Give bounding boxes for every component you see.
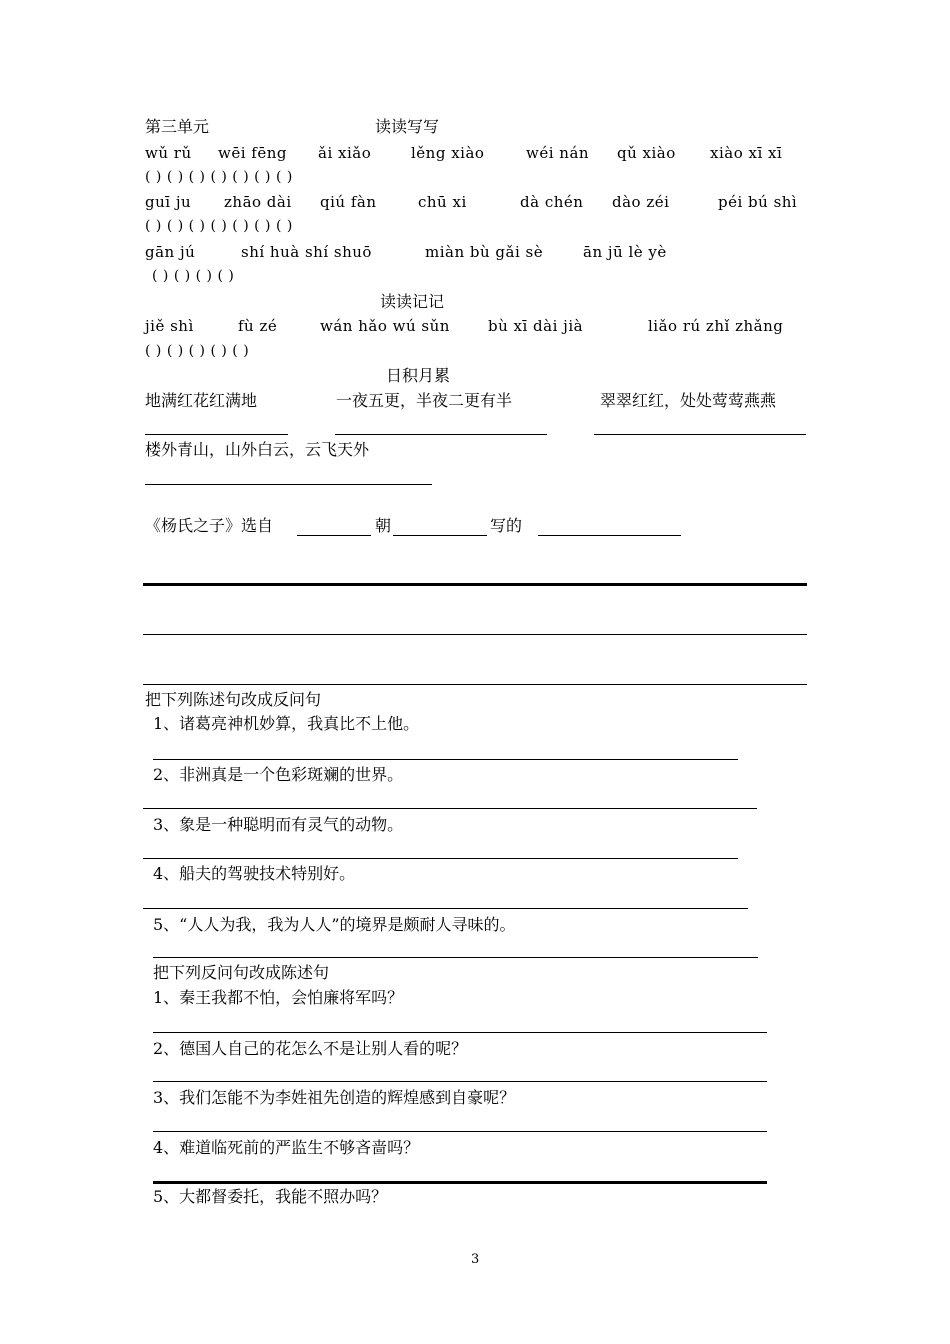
exercise-item: 5、大都督委托，我能不照办吗？ <box>153 1187 388 1206</box>
poem-line: 一夜五更，半夜二更有半 <box>336 391 513 410</box>
pinyin-word: liǎo rú zhǐ zhǎng <box>648 317 784 335</box>
pinyin-word: wán hǎo wú sǔn <box>320 317 450 335</box>
answer-line[interactable] <box>594 434 806 435</box>
exercise-item: 4、船夫的驾驶技术特别好。 <box>153 864 356 883</box>
answer-line[interactable] <box>153 957 758 958</box>
exercise-item: 2、非洲真是一个色彩斑斓的世界。 <box>153 765 404 784</box>
pinyin-word: qǔ xiào <box>617 144 676 162</box>
answer-line[interactable] <box>143 634 807 635</box>
answer-line[interactable] <box>145 434 288 435</box>
section-read-remember: 读读记记 <box>380 292 445 311</box>
yangshi-xiede: 写的 <box>490 516 523 535</box>
pinyin-word: shí huà shí shuō <box>241 243 372 261</box>
answer-line[interactable] <box>153 1032 767 1033</box>
pinyin-word: ān jū lè yè <box>583 243 667 261</box>
pinyin-word: dà chén <box>520 193 584 211</box>
pinyin-word: gān jú <box>145 243 196 261</box>
exercise-item: 3、象是一种聪明而有灵气的动物。 <box>153 815 404 834</box>
pinyin-word: fù zé <box>238 317 278 335</box>
answer-line[interactable] <box>153 1181 767 1184</box>
answer-blanks: ( ) ( ) ( ) ( ) ( ) ( ) ( ) <box>145 169 293 185</box>
pinyin-word: wéi nán <box>526 144 590 162</box>
pinyin-word: lěng xiào <box>411 144 485 162</box>
pinyin-word: dào zéi <box>612 193 670 211</box>
section-daily: 日积月累 <box>386 366 451 385</box>
pinyin-word: chū xi <box>418 193 467 211</box>
answer-blanks: ( ) ( ) ( ) ( ) ( ) <box>145 343 250 359</box>
pinyin-word: péi bú shì <box>718 193 798 211</box>
section-to-rhetorical: 把下列陈述句改成反问句 <box>145 690 322 709</box>
answer-line[interactable] <box>143 808 757 809</box>
pinyin-word: jiě shì <box>145 317 194 335</box>
pinyin-word: bù xī dài jià <box>488 317 584 335</box>
exercise-item: 1、诸葛亮神机妙算，我真比不上他。 <box>153 714 420 733</box>
poem-line: 翠翠红红，处处莺莺燕燕 <box>600 391 777 410</box>
poem-line: 地满红花红满地 <box>145 391 258 410</box>
exercise-item: 1、秦王我都不怕，会怕廉将军吗？ <box>153 988 404 1007</box>
exercise-item: 5、“人人为我，我为人人”的境界是颇耐人寻味的。 <box>153 915 516 934</box>
answer-line[interactable] <box>538 535 681 536</box>
yangshi-chao: 朝 <box>375 516 392 535</box>
answer-line[interactable] <box>145 484 432 485</box>
answer-blanks: ( ) ( ) ( ) ( ) <box>152 268 235 284</box>
answer-line[interactable] <box>143 684 807 685</box>
unit-title: 第三单元 <box>145 117 210 136</box>
pinyin-word: miàn bù gǎi sè <box>425 243 544 261</box>
answer-line[interactable] <box>297 535 371 536</box>
pinyin-word: guī ju <box>145 193 192 211</box>
pinyin-word: wēi fēng <box>218 144 287 162</box>
answer-line[interactable] <box>153 1081 767 1082</box>
answer-line[interactable] <box>335 434 547 435</box>
section-read-write: 读读写写 <box>375 117 440 136</box>
pinyin-word: zhāo dài <box>224 193 292 211</box>
page-number: 3 <box>471 1252 480 1267</box>
pinyin-word: qiú fàn <box>320 193 377 211</box>
pinyin-word: xiào xī xī <box>710 144 783 162</box>
poem-line: 楼外青山，山外白云，云飞天外 <box>145 440 370 459</box>
answer-line[interactable] <box>153 1131 767 1132</box>
exercise-item: 2、德国人自己的花怎么不是让别人看的呢？ <box>153 1039 468 1058</box>
answer-line[interactable] <box>143 908 748 909</box>
answer-line[interactable] <box>153 759 738 760</box>
answer-blanks: ( ) ( ) ( ) ( ) ( ) ( ) ( ) <box>145 218 293 234</box>
answer-line[interactable] <box>143 583 807 586</box>
answer-line[interactable] <box>143 858 738 859</box>
answer-line[interactable] <box>393 535 487 536</box>
pinyin-word: ǎi xiǎo <box>318 144 372 162</box>
exercise-item: 3、我们怎能不为李姓祖先创造的辉煌感到自豪呢？ <box>153 1088 516 1107</box>
section-to-statement: 把下列反问句改成陈述句 <box>153 963 330 982</box>
yangshi-prefix: 《杨氏之子》选自 <box>145 516 274 535</box>
pinyin-word: wǔ rǔ <box>145 144 192 162</box>
exercise-item: 4、难道临死前的严监生不够吝啬吗？ <box>153 1138 420 1157</box>
